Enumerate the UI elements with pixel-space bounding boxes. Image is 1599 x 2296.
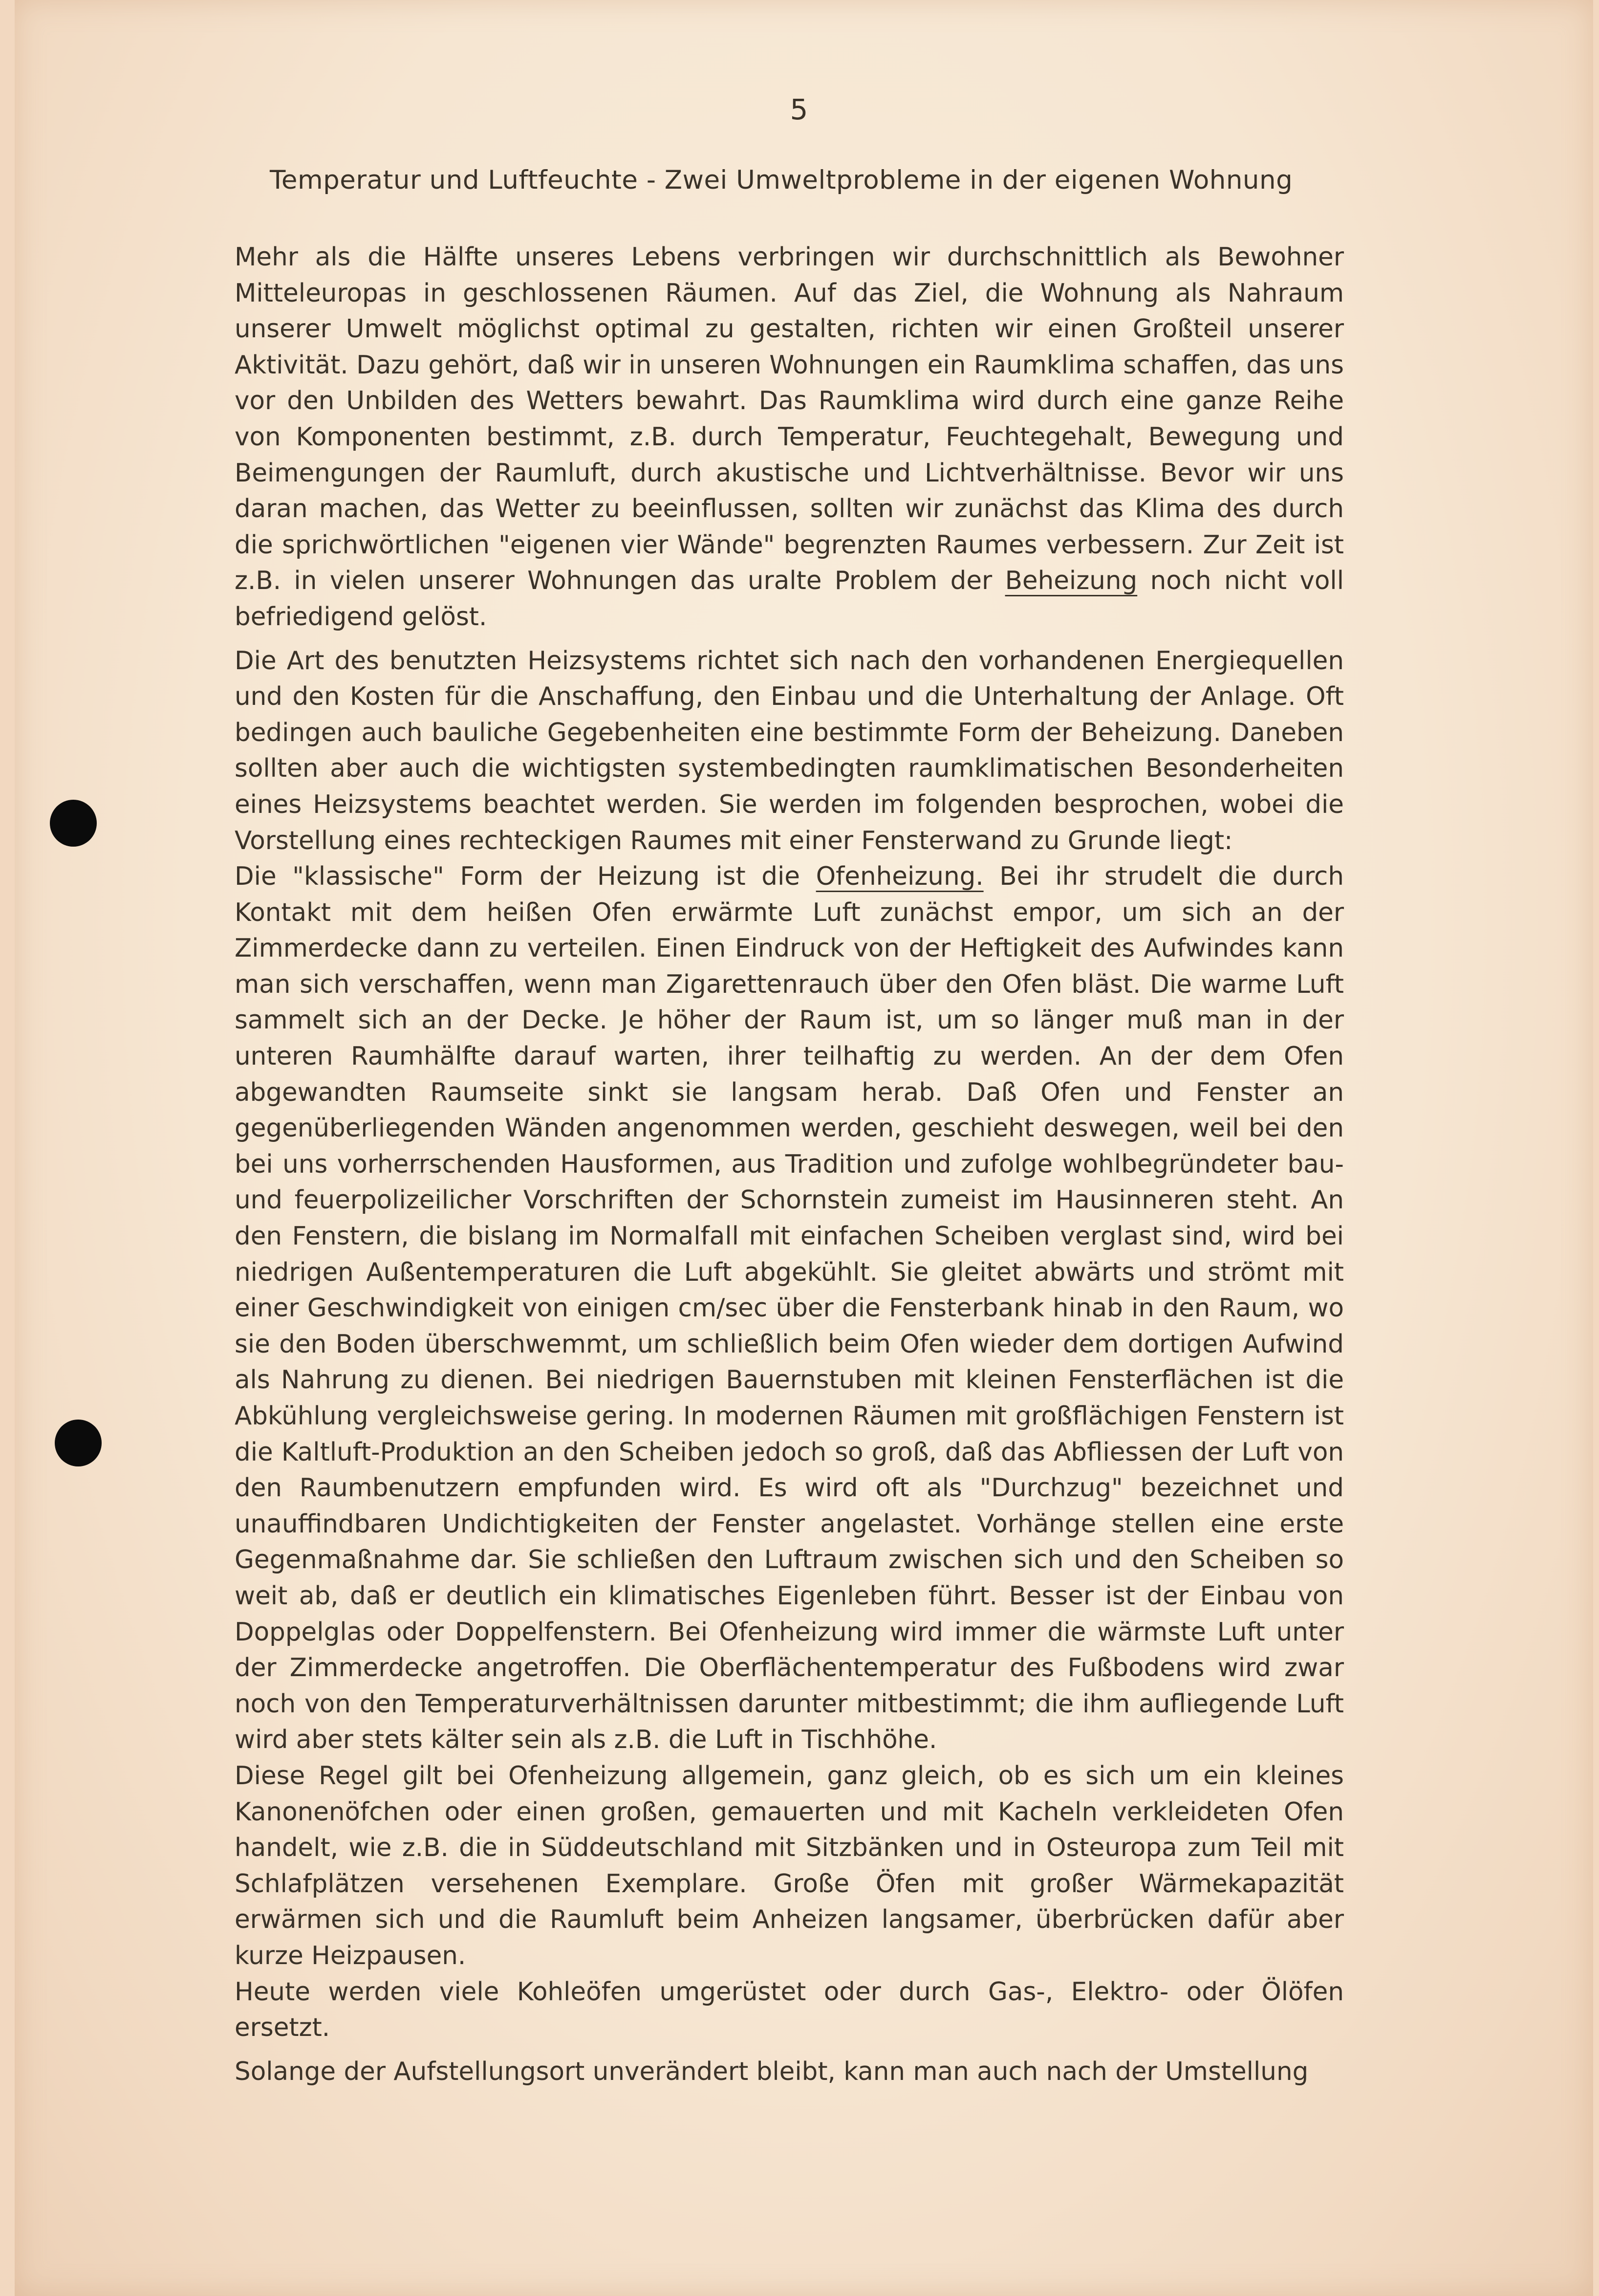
paragraph-3-lead: Die "klassische" Form der Heizung ist die	[235, 862, 800, 892]
page-number: 5	[790, 93, 809, 126]
paragraph-3	[235, 859, 1344, 1758]
term-ofenheizung: Ofenheizung.	[816, 862, 984, 892]
paragraph-1-tail: noch nicht voll befriedigend gelöst.	[235, 566, 1344, 632]
paragraph-5: Heute werden viele Kohleöfen umgerüstet oder durch Gas-, Elektro- oder Ölöfen ersetzt.	[235, 1977, 1344, 2043]
page-title: Temperatur und Luftfeuchte - Zwei Umweltprobleme in der eigenen Wohnung	[270, 165, 1293, 195]
paragraph-3-text: Bei ihr strudelt die durch Kontakt mit dem heißen Ofen erwärmte Luft zunächst empor, um sich an der Zimmerdecke dann zu verteilen. Einen Eindruck von der Heftigkeit des Aufwindes kann man sich verschaffen, wenn man Zigarettenrauch über den Ofen bläst. Die warme Luft sammelt sich an der Decke. Je höher der Raum ist, um so länger muß man in der unteren Raumhälfte darauf warten, ihrer teilhaftig zu werden. An der dem Ofen abgewandten Raumseite sinkt sie langsam herab. Daß Ofen und Fenster an gegenüberliegenden Wänden angenommen werden, geschieht deswegen, weil bei den bei uns vorherrschenden Hausformen, aus Tradition und zufolge wohlbegründeter bau- und feuerpolizeilicher Vorschriften der Schornstein zumeist im Hausinneren steht. An den Fenstern, die bislang im Normalfall mit einfachen Scheiben verglast sind, wird bei niedrigen Außentemperaturen die Luft abgekühlt. Sie gleitet abwärts und strömt mit einer Geschwindigkeit von einigen cm/sec über die Fensterbank hinab in den Raum, wo sie den Boden überschwemmt, um schließlich beim Ofen wieder dem dortigen Aufwind als Nahrung zu dienen. Bei niedrigen Bauernstuben mit kleinen Fensterflächen ist die Abkühlung vergleichsweise gering. In modernen Räumen mit großflächigen Fenstern ist die Kaltluft-Produktion an den Scheiben jedoch so groß, daß das Abfliessen der Luft von den Raumbenutzern empfunden wird. Es wird oft als "Durchzug" bezeichnet und unauffindbaren Undichtigkeiten der Fenster angelastet. Vorhänge stellen eine erste Gegenmaßnahme dar. Sie schließen den Luftraum zwischen sich und den Scheiben so weit ab, daß er deutlich ein klimatisches Eigenleben führt. Besser ist der Einbau von Doppelglas oder Doppelfenstern. Bei Ofenheizung wird immer die wärmste Luft unter der Zimmerdecke angetroffen. Die Oberflächentemperatur des Fußbodens wird zwar noch von den Temperaturverhältnissen darunter mitbestimmt; die ihm aufliegende Luft wird aber stets kälter sein als z.B. die Luft in Tischhöhe.	[235, 862, 1344, 1755]
paragraph-4: Diese Regel gilt bei Ofenheizung allgemein, ganz gleich, ob es sich um ein kleines Kanonenöfchen oder einen großen, gemauerten und mit Kacheln verkleideten Ofen handelt, wie z.B. die in Süddeutschland mit Sitzbänken und in Osteuropa zum Teil mit Schlafplätzen versehenen Exemplare. Große Öfen mit großer Wärmekapazität erwärmen sich und die Raumluft beim Anheizen langsamer, überbrücken dafür aber kurze Heizpausen.	[235, 1761, 1344, 1970]
paragraph-1-text: Mehr als die Hälfte unseres Lebens verbringen wir durchschnittlich als Bewohner Mitteleuropas in geschlossenen Räumen. Auf das Ziel, die Wohnung als Nahraum unserer Umwelt möglichst optimal zu gestalten, richten wir einen Großteil unserer Aktivität. Dazu gehört, daß wir in unseren Wohnungen ein Raumklima schaffen, das uns vor den Unbilden des Wetters bewahrt. Das Raumklima wird durch eine ganze Reihe von Komponenten bestimmt, z.B. durch Temperatur, Feuchtegehalt, Bewegung und Beimengungen der Raumluft, durch akustische und Lichtverhältnisse. Bevor wir uns daran machen, das Wetter zu beeinflussen, sollten wir zunächst das Klima des durch die sprichwörtlichen "eigenen vier Wände" begrenzten Raumes verbessern. Zur Zeit ist z.B. in vielen unserer Wohnungen das uralte Problem der	[235, 242, 1344, 596]
body-text	[235, 240, 1344, 2090]
punch-hole-top	[50, 800, 97, 847]
paragraph-6: Solange der Aufstellungsort unverändert bleibt, kann man auch nach der Umstellung	[235, 2056, 1309, 2086]
term-beheizung: Beheizung	[1005, 566, 1138, 596]
punch-hole-bottom	[55, 1420, 102, 1466]
paragraph-1	[235, 240, 1344, 635]
paragraph-2: Die Art des benutzten Heizsystems richtet sich nach den vorhandenen Energiequellen und den Kosten für die Anschaffung, den Einbau und die Unterhaltung der Anlage. Oft bedingen auch bauliche Gegebenheiten eine bestimmte Form der Beheizung. Daneben sollten aber auch die wichtigsten systembedingten raumklimatischen Besonderheiten eines Heizsystems beachtet werden. Sie werden im folgenden besprochen, wobei die Vorstellung eines rechteckigen Raumes mit einer Fensterwand zu Grunde liegt:	[235, 646, 1344, 855]
